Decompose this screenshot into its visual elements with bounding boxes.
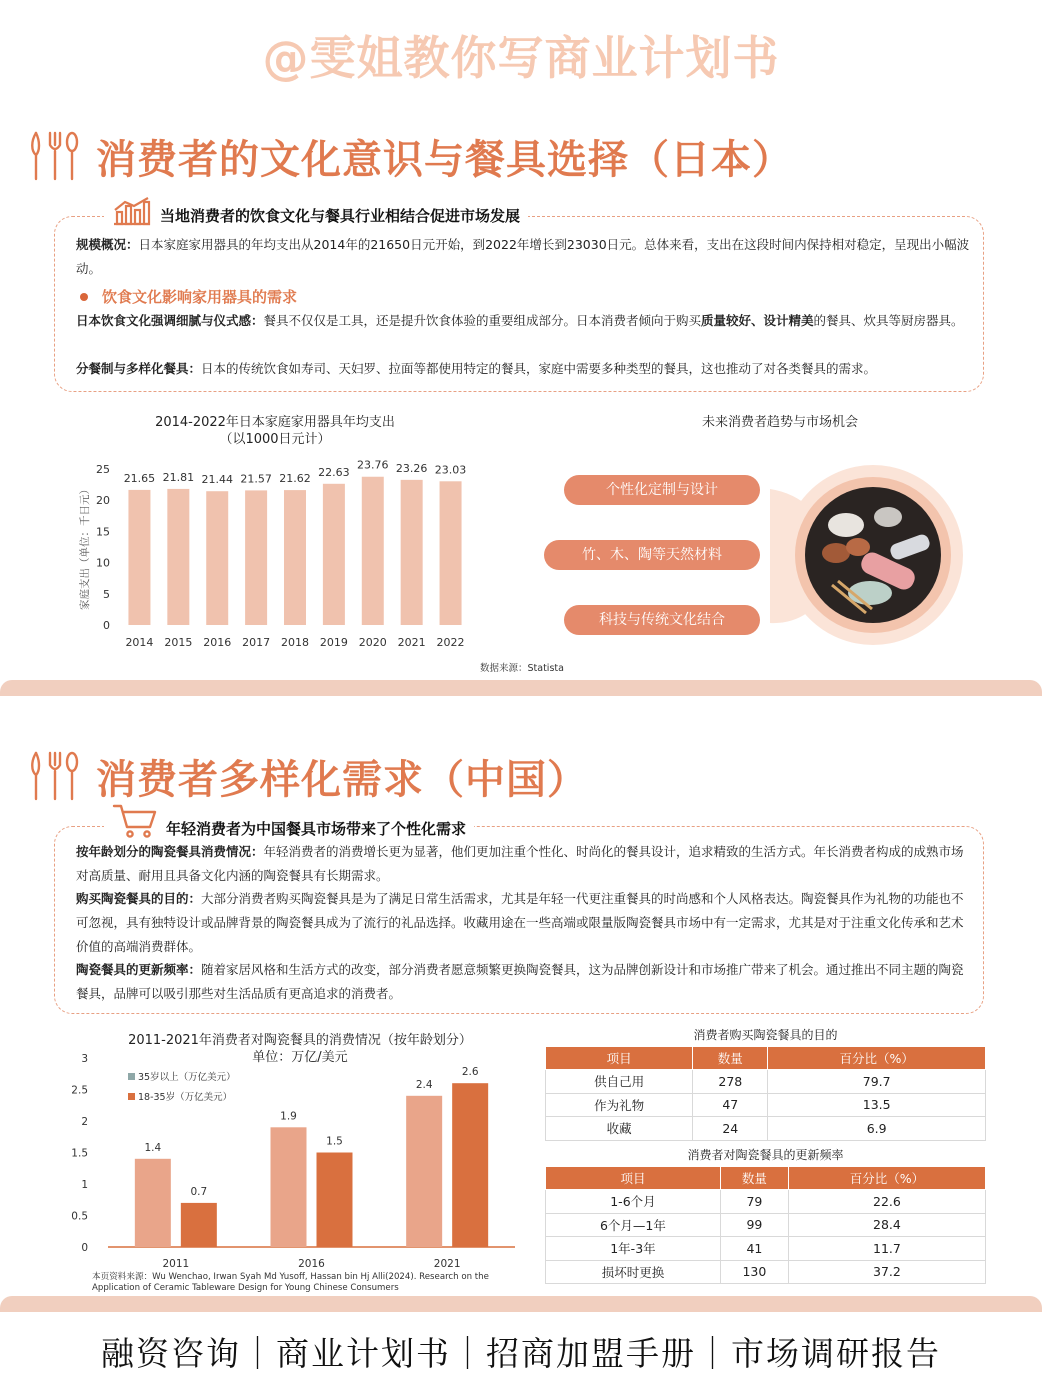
table-header: 项目 — [546, 1047, 693, 1070]
table-cell: 28.4 — [788, 1213, 985, 1237]
chart1-ytick: 15 — [96, 525, 110, 539]
chart1-svg — [70, 455, 480, 655]
chart2-bar — [271, 1127, 307, 1247]
chart1-ytick: 5 — [103, 587, 110, 601]
chart1-bar — [167, 489, 189, 625]
p2-text: 日本的传统饮食如寿司、天妇罗、拉面等都使用特定的餐具，家庭中需要多种类型的餐具，这也推动了对各类餐具的需求。 — [201, 361, 877, 376]
source-line-1: 本页资料来源：Wu Wenchao, Irwan Syah Md Yusoff, Hassan bin Hj Alli(2024). Research on the — [92, 1272, 489, 1282]
chart2-bar — [406, 1096, 442, 1247]
chart1-bar — [401, 480, 423, 625]
trends-title: 未来消费者趋势与市场机会 — [701, 415, 858, 430]
s2-p2-text: 大部分消费者购买陶瓷餐具是为了满足日常生活需求，尤其是年轻一代更注重餐具的时尚感和个人风格表达。陶瓷餐具作为礼物的功能也不可忽视，具有独特设计或品牌背景的陶瓷餐具成为了流行的礼品选择。收藏用途在一些高端或限量版陶瓷餐具市场中有一定需求，尤其是对于注重文化传承和艺术价值的高端消费群体。 — [76, 891, 964, 954]
chart1-bar — [323, 484, 345, 625]
chart2-xtick: 2016 — [298, 1258, 325, 1270]
table-row — [546, 1093, 986, 1117]
table-cell: 11.7 — [788, 1237, 985, 1261]
p2-label: 分餐制与多样化餐具： — [76, 361, 202, 376]
trend-pill-2: 科技与传统文化结合 — [564, 605, 760, 635]
table-row — [546, 1117, 986, 1141]
chart2-title: 2011-2021年消费者对陶瓷餐具的消费情况（按年龄划分） — [128, 1033, 472, 1048]
overview-label: 规模概况： — [76, 237, 139, 252]
s2-p1-text: 年轻消费者的消费增长更为显著，他们更加注重个性化、时尚化的餐具设计，追求精致的生活方式。年长消费者构成的成熟市场对高质量、耐用且具备文化内涵的陶瓷餐具有长期需求。 — [76, 844, 964, 883]
chart2-xtick: 2021 — [433, 1258, 461, 1270]
section2-p2 — [76, 887, 972, 959]
chart2-bar — [181, 1203, 217, 1247]
chart1-ytick: 20 — [96, 494, 110, 508]
section1-box-heading — [104, 196, 528, 226]
table-cell: 1-6个月 — [546, 1190, 721, 1214]
table-cell: 79 — [720, 1190, 788, 1214]
trend-pill-0: 个性化定制与设计 — [564, 475, 760, 505]
table-cell: 6.9 — [768, 1117, 986, 1141]
section1-p1 — [76, 309, 972, 333]
chart1-ytick: 10 — [96, 556, 110, 570]
section2-p1 — [76, 840, 972, 888]
chart2-ytick: 1 — [81, 1179, 88, 1191]
table-cell: 作为礼物 — [546, 1093, 693, 1117]
table-row — [546, 1260, 986, 1284]
table-cell: 41 — [720, 1237, 788, 1261]
cutlery-icon — [28, 129, 80, 183]
section2-source — [92, 1272, 489, 1294]
chart2-subtitle: 单位：万亿/美元 — [252, 1050, 348, 1065]
bullet-heading: 饮食文化影响家用器具的需求 — [102, 288, 298, 306]
chart2-ytick: 1.5 — [71, 1147, 88, 1160]
table-cell: 收藏 — [546, 1117, 693, 1141]
chart1-value-label: 21.57 — [240, 472, 272, 486]
chart2-legend-swatch — [128, 1093, 135, 1100]
chart1-value-label: 23.76 — [357, 458, 389, 472]
chart1-xtick: 2018 — [281, 636, 309, 649]
chart1-value-label: 21.62 — [279, 472, 311, 486]
chart1-xtick: 2019 — [319, 636, 348, 649]
section1-title: 消费者的文化意识与餐具选择（日本） — [96, 136, 793, 183]
chart1-source: 数据来源：Statista — [480, 663, 564, 674]
table-cell: 47 — [693, 1093, 768, 1117]
chart2-value-label: 1.9 — [280, 1110, 297, 1123]
table1-caption: 消费者购买陶瓷餐具的目的 — [693, 1028, 838, 1042]
bar-chart-icon — [112, 196, 152, 226]
chart1-xtick: 2022 — [436, 636, 465, 649]
divider-band-2 — [0, 1296, 1042, 1312]
section2-p3 — [76, 958, 972, 1006]
chart1-xtick: 2015 — [164, 636, 193, 649]
cutlery-icon — [28, 749, 80, 803]
chart2-ytick: 2 — [81, 1116, 88, 1128]
shopping-cart-icon — [112, 803, 158, 839]
table-cell: 6个月—1年 — [546, 1213, 721, 1237]
s2-p2-label: 购买陶瓷餐具的目的： — [76, 891, 202, 906]
chart2-value-label: 2.4 — [415, 1078, 433, 1091]
chart1-xtick: 2017 — [242, 636, 271, 649]
chart2-value-label: 0.7 — [190, 1185, 208, 1198]
s2-p3-text: 随着家居风格和生活方式的改变，部分消费者愿意频繁更换陶瓷餐具，这为品牌创新设计和市场推广带来了机会。通过推出不同主题的陶瓷餐具，品牌可以吸引那些对生活品质有更高追求的消费者。 — [76, 962, 964, 1001]
chart2-value-label: 1.5 — [326, 1135, 343, 1148]
chart1-bar — [284, 490, 306, 625]
table-cell: 79.7 — [768, 1070, 986, 1094]
section1-box-heading-text: 当地消费者的饮食文化与餐具行业相结合促进市场发展 — [160, 207, 521, 225]
chart1-title-block — [130, 414, 420, 448]
table-cell: 1年-3年 — [546, 1237, 721, 1261]
table-row — [546, 1237, 986, 1261]
section1-p2 — [76, 357, 972, 381]
section1-header — [28, 126, 793, 186]
table-row — [546, 1213, 986, 1237]
table-cell: 13.5 — [768, 1093, 986, 1117]
footer-services: 融资咨询｜商业计划书｜招商加盟手册｜市场调研报告 — [101, 1334, 941, 1373]
frequency-table — [545, 1166, 986, 1284]
chart1-xtick: 2021 — [397, 636, 426, 649]
chart1-xtick: 2016 — [203, 636, 232, 649]
chart1-xtick: 2020 — [358, 636, 387, 649]
table-header: 数量 — [693, 1047, 768, 1070]
chart1-bar — [206, 491, 228, 625]
p1-text-b: 的餐具、炊具等厨房器具。 — [813, 313, 964, 328]
table-cell: 278 — [693, 1070, 768, 1094]
section1-overview — [76, 233, 972, 281]
chart1-bar — [128, 490, 150, 625]
chart2-legend-swatch — [128, 1073, 135, 1080]
chart2-ytick: 0.5 — [71, 1210, 88, 1223]
table-cell: 37.2 — [788, 1260, 985, 1284]
chart2-ytick: 2.5 — [71, 1084, 88, 1097]
chart2-bar — [317, 1153, 353, 1248]
chart1-bar — [362, 477, 384, 625]
table-cell: 供自己用 — [546, 1070, 693, 1094]
section1-bullet — [80, 286, 297, 307]
chart1-xtick: 2014 — [125, 636, 154, 649]
chart2-value-label: 2.6 — [461, 1066, 479, 1079]
purpose-table — [545, 1046, 986, 1141]
p1-bold: 质量较好、设计精美 — [701, 313, 814, 328]
chart2-bar — [452, 1083, 488, 1247]
chart2-ytick: 0 — [81, 1242, 88, 1254]
table-header: 百分比（%） — [768, 1047, 986, 1070]
s2-p3-label: 陶瓷餐具的更新频率： — [76, 962, 202, 977]
chart1-ytick: 0 — [103, 619, 110, 632]
table-header: 项目 — [546, 1167, 721, 1190]
source-line-2: Application of Ceramic Tableware Design for Young Chinese Consumers — [92, 1283, 399, 1293]
p1-label: 日本饮食文化强调细腻与仪式感： — [76, 313, 264, 328]
table-cell: 22.6 — [788, 1190, 985, 1214]
divider-band-1 — [0, 680, 1042, 696]
chart1-bar — [440, 481, 462, 625]
section2-header — [28, 746, 588, 806]
section2-box-heading-text: 年轻消费者为中国餐具市场带来了个性化需求 — [166, 820, 467, 838]
chart2-xtick: 2011 — [162, 1258, 190, 1270]
chart1-title: 2014-2022年日本家庭家用器具年均支出 — [155, 415, 395, 430]
chart2-ytick: 3 — [81, 1053, 88, 1065]
table-cell: 损坏时更换 — [546, 1260, 721, 1284]
chart1-value-label: 23.26 — [395, 461, 428, 475]
table2-caption: 消费者对陶瓷餐具的更新频率 — [687, 1148, 844, 1162]
table-cell: 99 — [720, 1213, 788, 1237]
chart1-bar — [245, 490, 267, 625]
chart2-bar — [135, 1159, 171, 1247]
chart2-value-label: 1.4 — [144, 1141, 162, 1154]
overview-text: 日本家庭家用器具的年均支出从2014年的21650日元开始，到2022年增长到23030日元。总体来看，支出在这段时间内保持相对稳定，呈现出小幅波动。 — [76, 237, 970, 276]
chart1-value-label: 21.65 — [123, 471, 156, 485]
chart1-value-label: 23.03 — [434, 463, 467, 477]
table-cell: 130 — [720, 1260, 788, 1284]
chart2-svg — [60, 1046, 530, 1274]
chart1-ytick: 25 — [96, 463, 110, 476]
section2-box-heading — [104, 803, 474, 839]
table-header: 数量 — [720, 1167, 788, 1190]
table-cell: 24 — [693, 1117, 768, 1141]
table-row — [546, 1070, 986, 1094]
s2-p1-label: 按年龄划分的陶瓷餐具消费情况： — [76, 844, 264, 859]
chart2-legend-label: 35岁以上（万亿美元） — [138, 1072, 236, 1083]
chart1-value-label: 22.63 — [318, 465, 350, 479]
section2-title: 消费者多样化需求（中国） — [96, 756, 588, 803]
table-row — [546, 1190, 986, 1214]
chart2-legend-label: 18-35岁（万亿美元） — [138, 1092, 233, 1103]
chart1-ylabel: 家庭支出（单位：千日元） — [79, 484, 91, 610]
trend-pill-1: 竹、木、陶等天然材料 — [544, 540, 760, 570]
chart1-value-label: 21.44 — [201, 473, 233, 487]
chart1-subtitle: （以1000日元计） — [219, 432, 331, 447]
table-header: 百分比（%） — [788, 1167, 985, 1190]
bullet-dot — [80, 293, 88, 301]
chart1-value-label: 21.81 — [162, 470, 195, 484]
watermark: @雯姐教你写商业计划书 — [262, 31, 780, 85]
p1-text-a: 餐具不仅仅是工具，还是提升饮食体验的重要组成部分。日本消费者倾向于购买 — [263, 313, 702, 328]
